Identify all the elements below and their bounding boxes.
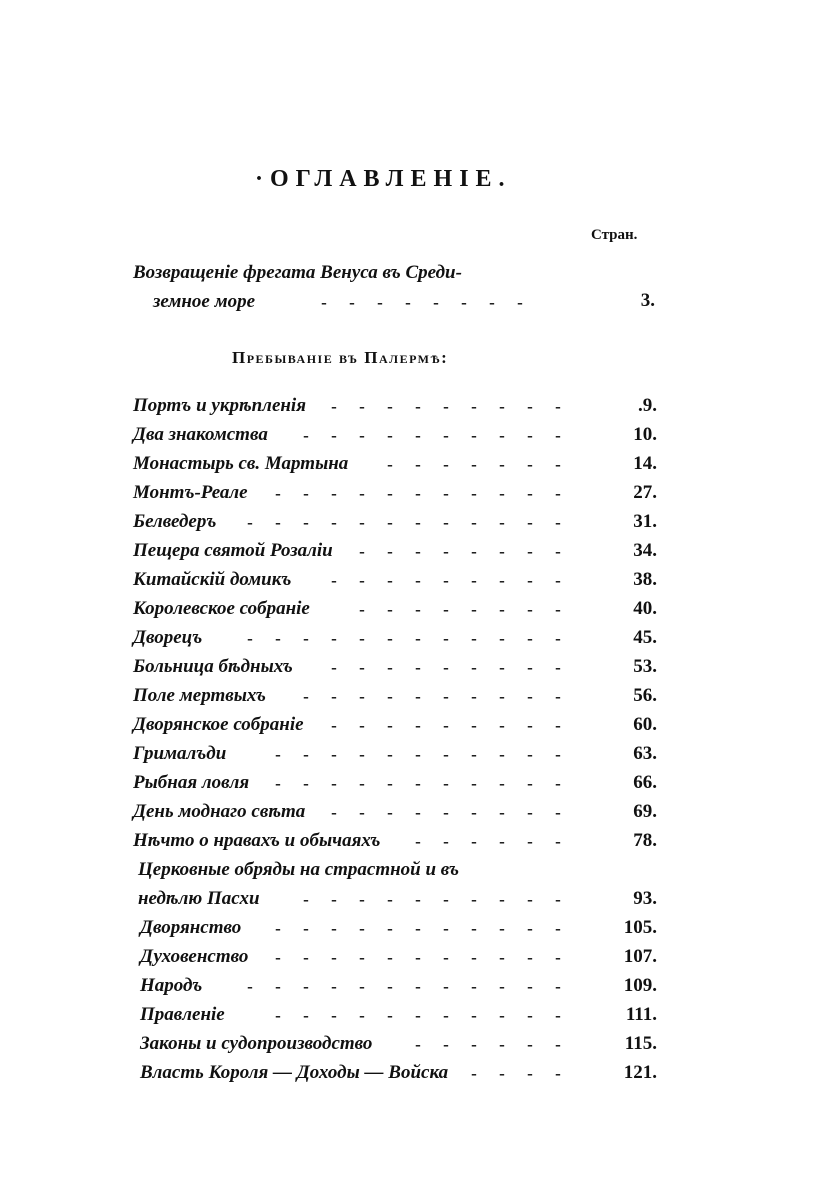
leader-dots: - - - - - - - - (321, 293, 523, 312)
leader-dots: - - - - - - - - - (331, 397, 561, 416)
toc-entry-title: Монастырь св. Мартына (133, 453, 349, 474)
toc-entry-page: 105. (623, 917, 657, 938)
toc-entry-title: Дворянское собраніе (133, 714, 304, 735)
toc-entry-title: Духовенство (140, 946, 249, 967)
toc-entry-page: 93. (633, 888, 657, 909)
leader-dots: - - - - - - - - - (331, 716, 561, 735)
toc-entry-title: Нѣчто о нравахъ и обычаяхъ (133, 830, 381, 851)
leader-dots: - - - - - - - - - (331, 803, 561, 822)
leader-dots: - - - - - - - - - - - (275, 1006, 561, 1025)
toc-entry-page: 14. (633, 453, 657, 474)
toc-entry-page: 78. (633, 830, 657, 851)
leader-dots: - - - - - - - (387, 455, 561, 474)
toc-entry-title: Церковные обряды на страстной и въ (138, 859, 460, 880)
leader-dots: - - - - - - - - - - - - (247, 513, 561, 532)
toc-entry-title: Два знакомства (133, 424, 268, 445)
leader-dots: - - - - - - - - - (331, 571, 561, 590)
toc-entry-page: 121. (623, 1062, 657, 1083)
toc-entry-page: 31. (633, 511, 657, 532)
leader-dots: - - - - (471, 1064, 561, 1083)
toc-entry-title: Дворецъ (133, 627, 203, 648)
leader-dots: - - - - - - - - - - - (275, 919, 561, 938)
toc-entry-title: Власть Короля — Доходы — Войска (140, 1062, 449, 1083)
toc-entry-page: 53. (633, 656, 657, 677)
toc-entry-page: 63. (633, 743, 657, 764)
leader-dots: - - - - - - - - - - - (275, 774, 561, 793)
toc-entry-title: Монтъ-Реале (133, 482, 248, 503)
toc-entry-title: Королевское собраніе (133, 598, 310, 619)
toc-entry-page: 40. (633, 598, 657, 619)
toc-entry-page: 69. (633, 801, 657, 822)
page-column-label: Стран. (591, 227, 638, 243)
toc-entry-title: Законы и судопроизводство (140, 1033, 373, 1054)
leader-dots: - - - - - - - - (359, 542, 561, 561)
toc-entry-page: 45. (633, 627, 657, 648)
leader-dots: - - - - - - - - - - - (275, 745, 561, 764)
leader-dots: - - - - - - - - (359, 600, 561, 619)
leader-dots: - - - - - - - - - - (303, 426, 561, 445)
toc-entry-title: Портъ и укрѣпленія (133, 395, 306, 416)
intro-entry-line2: земное море (153, 291, 256, 312)
toc-entry-title: Рыбная ловля (133, 772, 250, 793)
toc-entry-page: 107. (623, 946, 657, 967)
toc-entry-page: 34. (633, 540, 657, 561)
leader-dots: - - - - - - - - - - (303, 890, 561, 909)
toc-entry-title: Грималъди (133, 743, 227, 764)
toc-entry-page: 56. (633, 685, 657, 706)
section-heading: Пребываніе въ Палермѣ: (232, 348, 449, 367)
toc-entry-title: Белведеръ (133, 511, 217, 532)
toc-entry-page: 109. (623, 975, 657, 996)
intro-entry-line1: Возвращеніе фрегата Венуса въ Среди- (133, 262, 462, 283)
toc-entry-page: 60. (633, 714, 657, 735)
toc-entry-title: Больница бѣдныхъ (133, 656, 293, 677)
intro-entry-page: 3. (640, 290, 655, 311)
leader-dots: - - - - - - - - - - - (275, 948, 561, 967)
leader-dots: - - - - - - - - - - (303, 687, 561, 706)
toc-entry-page: 27. (633, 482, 657, 503)
toc-entry-title: недѣлю Пасхи (138, 888, 260, 909)
leader-dots: - - - - - - (415, 832, 561, 851)
leader-dots: - - - - - - - - - - - - (247, 977, 561, 996)
leader-dots: - - - - - - (415, 1035, 561, 1054)
toc-entry-title: День моднаго свѣта (133, 801, 306, 822)
leader-dots: - - - - - - - - - (331, 658, 561, 677)
toc-entry-page: 10. (633, 424, 657, 445)
toc-entry-title: Китайскій домикъ (133, 569, 292, 590)
toc-entry-page: .9. (638, 395, 657, 416)
toc-entry-page: 115. (624, 1033, 657, 1054)
toc-entry-page: 38. (633, 569, 657, 590)
toc-entry-title: Правленіе (140, 1004, 225, 1025)
toc-entry-title: Поле мертвыхъ (133, 685, 266, 706)
leader-dots: - - - - - - - - - - - - (247, 629, 561, 648)
toc-entry-title: Дворянство (140, 917, 242, 938)
toc-entry-page: 111. (625, 1004, 657, 1025)
toc-entry-title: Пещера святой Розаліи (133, 540, 333, 561)
leader-dots: - - - - - - - - - - - (275, 484, 561, 503)
page-title: ·ОГЛАВЛЕНІЕ. (255, 166, 512, 192)
toc-entry-title: Народъ (140, 975, 203, 996)
toc-entry-page: 66. (633, 772, 657, 793)
